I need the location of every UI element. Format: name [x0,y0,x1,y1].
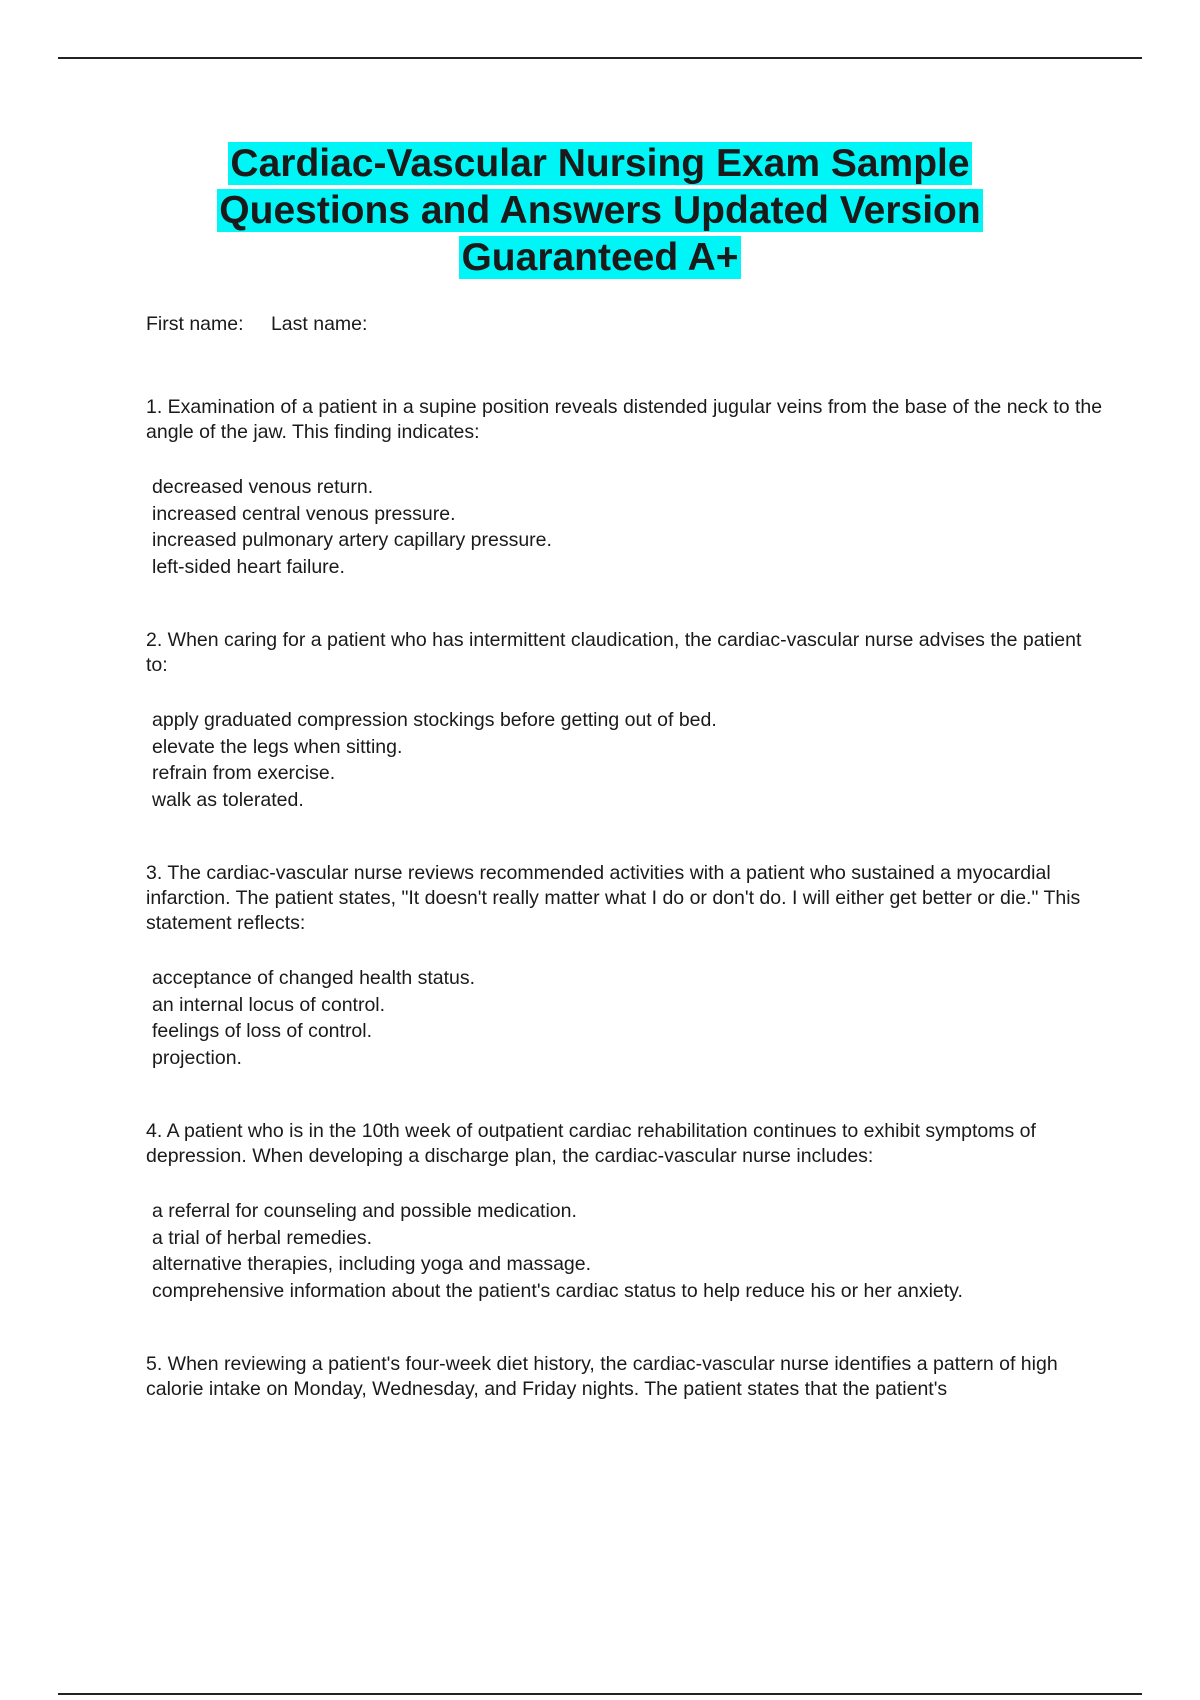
title-line: Questions and Answers Updated Version [219,189,981,232]
bottom-rule [58,1693,1142,1695]
answer-option: projection. [152,1046,242,1069]
answer-option: apply graduated compression stockings before getting out of bed. [152,709,717,731]
answer-option: alternative therapies, including yoga and massage. [152,1253,592,1275]
answer-options [146,1198,1106,1304]
question-5 [146,1352,1106,1402]
top-rule [58,57,1142,59]
question-text: 2. When caring for a patient who has intermittent claudication, the cardiac-vascular nurse advises the patient to: [146,629,1082,676]
question-1 [146,395,1106,580]
answer-option: increased central venous pressure. [152,502,456,525]
answer-option: refrain from exercise. [152,762,336,784]
answer-option: increased pulmonary artery capillary pressure. [152,529,552,551]
title-line: Cardiac-Vascular Nursing Exam Sample [230,142,970,185]
question-text: 1. Examination of a patient in a supine position reveals distended jugular veins from the base of the neck to the angle of the jaw. This finding indicates: [146,396,1103,443]
answer-option: left-sided heart failure. [152,555,345,578]
answer-options [146,474,1106,580]
answer-option: walk as tolerated. [152,788,304,811]
question-2 [146,628,1106,813]
question-text: 4. A patient who is in the 10th week of outpatient cardiac rehabilitation continues to exhibit symptoms of depression. When developing a discharge plan, the cardiac-vascular nurse includes: [146,1120,1036,1167]
answer-option: a referral for counseling and possible medication. [152,1200,577,1222]
question-text: 3. The cardiac-vascular nurse reviews recommended activities with a patient who sustained a myocardial infarction. The patient states, "It doesn't really matter what I do or don't do. I will either get better or die." This statement reflects: [146,862,1081,934]
answer-option: acceptance of changed health status. [152,967,476,989]
question-3 [146,861,1106,1071]
title-line: Guaranteed A+ [461,236,739,279]
answer-option: elevate the legs when sitting. [152,735,403,758]
question-list [146,395,1106,1450]
answer-option: comprehensive information about the patient's cardiac status to help reduce his or her anxiety. [152,1279,963,1302]
answer-option: decreased venous return. [152,476,374,498]
document-title [100,140,1100,281]
answer-option: feelings of loss of control. [152,1020,373,1042]
answer-option: an internal locus of control. [152,993,386,1016]
question-4 [146,1119,1106,1304]
first-name-label: First name: [146,313,244,335]
last-name-label: Last name: [270,313,368,335]
answer-options [146,965,1106,1071]
name-fields [146,313,367,336]
answer-option: a trial of herbal remedies. [152,1226,373,1249]
answer-options [146,707,1106,813]
question-text: 5. When reviewing a patient's four-week diet history, the cardiac-vascular nurse identifies a pattern of high calorie intake on Monday, Wednesday, and Friday nights. The patient states that the patient's [146,1353,1058,1400]
